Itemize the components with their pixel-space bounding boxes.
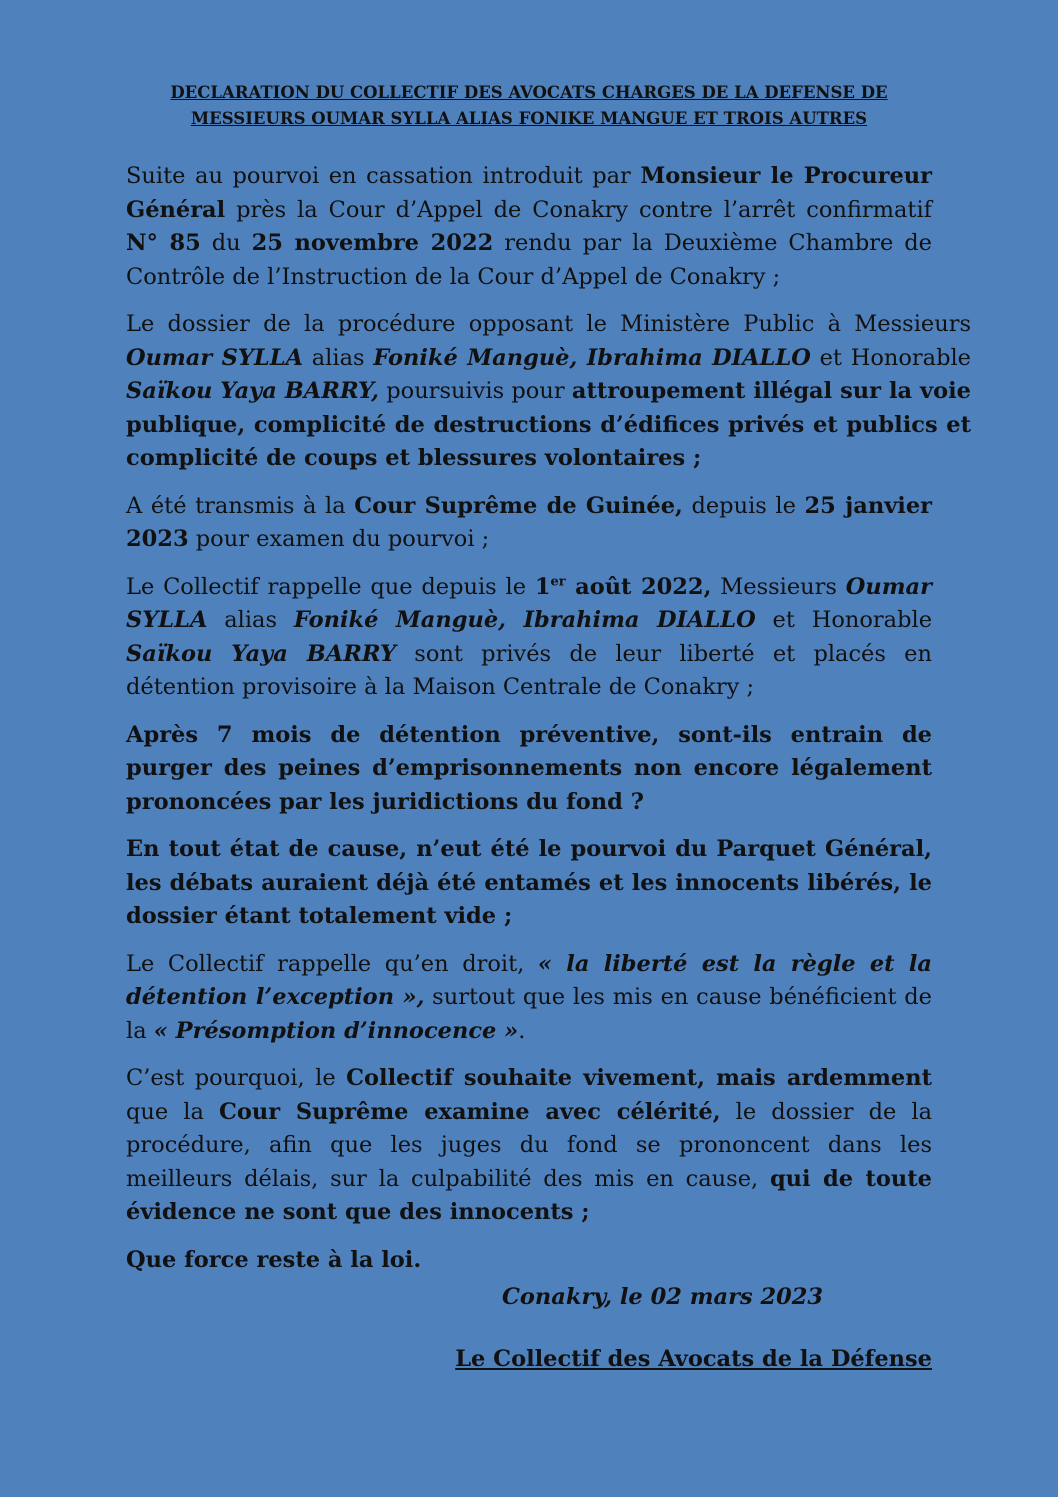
p8-bold-3: qui de toute évidence ne sont que des innocents ; bbox=[126, 1165, 932, 1225]
p1-text-1: Suite au pourvoi en cassation introduit par bbox=[126, 163, 641, 189]
p3-bold-2: 25 janvier 2023 bbox=[126, 492, 932, 552]
p4-text-5: sont privés de leur liberté et placés en détention provisoire à la Maison Centrale de Conakry ; bbox=[126, 640, 932, 700]
p1-bold-3: 25 novembre 2022 bbox=[251, 230, 494, 256]
paragraph-liberte bbox=[126, 948, 932, 1049]
p2-text-3: et Honorable bbox=[810, 344, 971, 371]
signature: Le Collectif des Avocats de la Défense bbox=[455, 1346, 932, 1372]
p2-text-1: Le dossier de la procédure opposant le Ministère Public à Messieurs bbox=[126, 311, 971, 337]
p7-text-1: Le Collectif rappelle qu’en droit, bbox=[126, 950, 538, 977]
p4-bold-date-a: 1 bbox=[534, 573, 551, 600]
p4-bold-date-b: août 2022, bbox=[565, 573, 712, 600]
paragraph-detention bbox=[126, 571, 932, 705]
p3-bold-1: Cour Suprême de Guinée, bbox=[354, 492, 683, 519]
p7-text-3: . bbox=[518, 1017, 526, 1044]
paragraph-question bbox=[126, 719, 932, 820]
p4-name-3: Saïkou Yaya BARRY bbox=[126, 640, 397, 667]
document-title bbox=[110, 80, 948, 132]
paragraph-souhait bbox=[126, 1062, 932, 1230]
p4-text-1: Le Collectif rappelle que depuis le bbox=[126, 573, 535, 600]
title-line-1: DECLARATION DU COLLECTIF DES AVOCATS CHARGES DE LA DEFENSE DE bbox=[170, 83, 888, 102]
p1-text-2: près la Cour d’Appel de Conakry contre l’arrêt confirmatif bbox=[225, 196, 932, 223]
p4-text-3: alias bbox=[207, 607, 294, 633]
p3-text-1: A été transmis à la bbox=[126, 492, 355, 519]
paragraph-conclusion bbox=[126, 1244, 932, 1278]
p2-name-2: Foniké Manguè, Ibrahima DIALLO bbox=[373, 344, 811, 371]
p4-text-2: Messieurs bbox=[711, 573, 846, 600]
p4-name-2: Foniké Manguè, Ibrahima DIALLO bbox=[293, 607, 756, 633]
paragraph-en-tout-etat bbox=[126, 833, 932, 934]
paragraph-dossier bbox=[126, 308, 971, 476]
p2-name-3: Saïkou Yaya BARRY, bbox=[126, 378, 379, 404]
p9-bold: Que force reste à la loi. bbox=[126, 1246, 422, 1273]
p1-bold-2: N° 85 bbox=[126, 230, 201, 256]
paragraph-pourvoi bbox=[126, 160, 932, 294]
p6-bold: En tout état de cause, n’eut été le pourvoi du Parquet Général, les débats auraient déjà été entamés et les innocents libérés, le dossier étant totalement vide ; bbox=[126, 836, 932, 929]
p1-text-4: rendu par la Deuxième Chambre de Contrôle de l’Instruction de la Cour d’Appel de Conakry ; bbox=[126, 230, 932, 290]
document-date: Conakry, le 02 mars 2023 bbox=[502, 1284, 824, 1310]
paragraph-transmission bbox=[126, 490, 932, 557]
p4-text-4: et Honorable bbox=[755, 607, 933, 633]
p8-bold-1: Collectif souhaite vivement, mais ardemment bbox=[346, 1065, 932, 1091]
document-body bbox=[126, 160, 971, 1291]
p8-text-2: que la bbox=[126, 1098, 219, 1125]
p1-text-3: du bbox=[200, 230, 252, 256]
title-line-2: MESSIEURS OUMAR SYLLA ALIAS FONIKE MANGUE ET TROIS AUTRES bbox=[190, 109, 868, 128]
p2-text-2: alias bbox=[303, 344, 374, 371]
p7-quote-2: « Présomption d’innocence » bbox=[153, 1017, 519, 1044]
p4-superscript: er bbox=[550, 574, 566, 589]
p2-text-4: poursuivis pour bbox=[378, 378, 572, 404]
p2-bold-charges: attroupement illégal sur la voie publique, complicité de destructions d’édifices privés et publics et complicité de coups et blessures volontaires ; bbox=[126, 378, 971, 471]
p7-text-2: surtout que les mis en cause bénéficient de la bbox=[126, 984, 932, 1044]
p8-text-1: C’est pourquoi, le bbox=[126, 1065, 347, 1091]
p2-name-1: Oumar SYLLA bbox=[126, 344, 304, 371]
p8-text-3: le dossier de la procédure, afin que les juges du fond se prononcent dans les meilleurs délais, sur la culpabilité des mis en cause, bbox=[126, 1098, 932, 1192]
p4-name-1: Oumar SYLLA bbox=[126, 573, 932, 633]
p3-text-2: depuis le bbox=[682, 492, 805, 519]
p7-quote-1: « la liberté est la règle et la détention l’exception », bbox=[126, 950, 932, 1010]
p5-bold: Après 7 mois de détention préventive, sont-ils entrain de purger des peines d’emprisonnements non encore légalement prononcées par les juridictions du fond ? bbox=[126, 721, 932, 815]
p1-bold-1: Monsieur le Procureur Général bbox=[126, 163, 933, 223]
p8-bold-2: Cour Suprême examine avec célérité, bbox=[218, 1098, 721, 1125]
p3-text-3: pour examen du pourvoi ; bbox=[188, 526, 490, 552]
